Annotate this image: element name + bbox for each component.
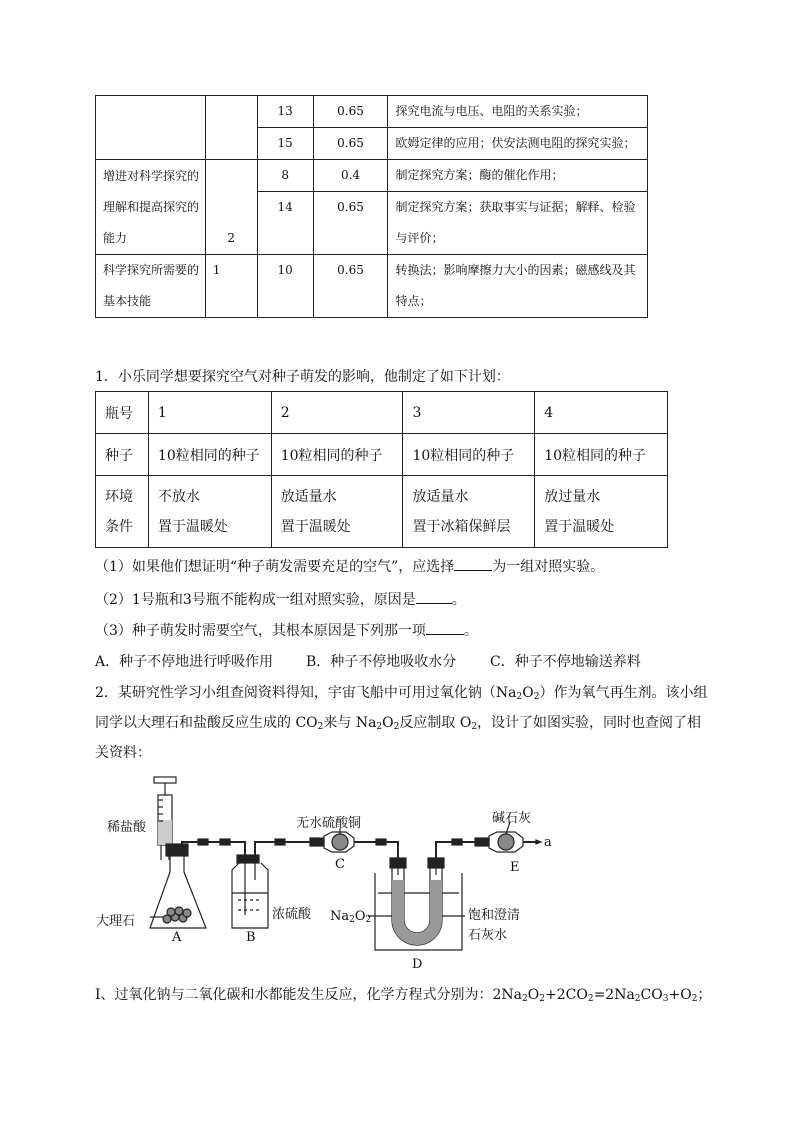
q1-part3-text: （3）种子萌发时需要空气，其根本原因是下列那一项 xyxy=(95,623,426,639)
limewater-line: 饱和澄清 xyxy=(468,908,521,923)
subscript: 2 xyxy=(349,915,355,925)
group-line: 增进对科学探究的 xyxy=(103,168,200,183)
cell-num: 10 xyxy=(257,255,313,318)
cell-content: 探究电流与电压、电阻的关系实验； xyxy=(388,96,648,128)
subscript: 2 xyxy=(317,722,324,732)
env-water: 放适量水 xyxy=(280,488,337,505)
q2-fact1 xyxy=(95,984,711,1004)
fact-text: Ⅰ、过氧化钠与二氧化碳和水都能发生反应，化学方程式分别为：2Na xyxy=(95,987,523,1003)
env-place: 置于冰箱保鲜层 xyxy=(412,518,511,535)
cell-seed: 10粒相同的种子 xyxy=(271,434,403,476)
cell-bottle: 4 xyxy=(535,392,668,434)
fact-text: CO xyxy=(640,987,663,1003)
q1-part3-end: 。 xyxy=(463,623,478,639)
subscript: 2 xyxy=(365,915,372,925)
cell-weight: 0.65 xyxy=(313,192,388,255)
cell-seed: 10粒相同的种子 xyxy=(403,434,535,476)
q2-line3: 关资料： xyxy=(95,745,151,761)
env-place: 置于温暖处 xyxy=(157,518,228,535)
cell-count: 1 xyxy=(205,255,257,318)
label-dilute-hcl: 稀盐酸 xyxy=(107,820,147,835)
subscript: 2 xyxy=(539,994,545,1004)
subscript: 2 xyxy=(376,722,383,732)
cell-count: 2 xyxy=(205,160,257,255)
env-water: 放过量水 xyxy=(544,488,601,505)
subscript: 2 xyxy=(533,692,540,702)
q1-part1-text: （1）如果他们想证明“种子萌发需要充足的空气”，应选择 xyxy=(95,559,455,575)
subscript: 2 xyxy=(471,722,478,732)
label-a: A xyxy=(172,930,182,945)
o-text: O xyxy=(354,909,366,924)
subscript: 2 xyxy=(522,994,528,1004)
header-line: 条件 xyxy=(105,518,133,535)
fact-text: ； xyxy=(697,987,712,1003)
label-b: B xyxy=(246,930,256,945)
cell-weight: 0.65 xyxy=(313,255,388,318)
cell-weight: 0.4 xyxy=(313,160,388,192)
env-water: 放适量水 xyxy=(412,488,469,505)
q2-text: 2．某研究性学习小组查阅资料得知，宇宙飞船中可用过氧化钠（Na xyxy=(95,685,517,701)
cell-num: 8 xyxy=(257,160,313,192)
fact-text: +2CO xyxy=(545,987,588,1003)
content-line: 特点； xyxy=(395,294,432,308)
q2-text: 来与 Na xyxy=(323,715,377,731)
label-cuso4: 无水硫酸铜 xyxy=(296,816,362,831)
label-outlet-a: a xyxy=(544,835,552,850)
conical-flask-icon xyxy=(150,844,206,928)
u-tube-beaker-icon xyxy=(375,858,462,950)
env-place: 置于温暖处 xyxy=(544,518,615,535)
content-line: 与评价； xyxy=(395,231,444,245)
fact-text: =2Na xyxy=(593,987,635,1003)
cell-num: 13 xyxy=(257,96,313,128)
label-c: C xyxy=(335,857,345,872)
label-e: E xyxy=(510,860,520,875)
subscript: 2 xyxy=(516,692,523,702)
q1-part1-text-end: 为一组对照实验。 xyxy=(492,559,605,575)
subscript: 2 xyxy=(587,994,594,1004)
subscript: 2 xyxy=(634,994,641,1004)
cell-bottle: 3 xyxy=(403,392,535,434)
env-water: 不放水 xyxy=(157,488,200,505)
limewater-line: 石灰水 xyxy=(468,928,508,943)
option-b: B．种子不停地吸收水分 xyxy=(306,654,457,670)
subscript: 2 xyxy=(393,722,400,732)
cell-header: 瓶号 xyxy=(96,392,149,434)
cell-bottle: 2 xyxy=(271,392,403,434)
label-limewater xyxy=(468,906,520,946)
header-line: 环境 xyxy=(105,488,133,505)
q2-text: ，设计了如图实验，同时也查阅了相 xyxy=(477,715,702,731)
q2-text: O xyxy=(522,685,534,701)
q1-intro: 1．小乐同学想要探究空气对种子萌发的影响，他制定了如下计划： xyxy=(95,369,510,385)
label-d: D xyxy=(412,957,423,972)
q1-part2-text: （2）1号瓶和3号瓶不能构成一组对照实验，原因是 xyxy=(95,592,416,608)
cell-content: 制定探究方案；酶的催化作用； xyxy=(388,160,648,192)
env-place: 置于温暖处 xyxy=(280,518,351,535)
subscript: 3 xyxy=(662,994,669,1004)
group-line: 能力 xyxy=(103,230,128,245)
q2-text: O xyxy=(382,715,394,731)
option-a: A．种子不停地进行呼吸作用 xyxy=(95,654,274,670)
cell-seed: 10粒相同的种子 xyxy=(535,434,668,476)
group-line: 理解和提高探究的 xyxy=(103,199,200,214)
soda-lime-tube-icon xyxy=(475,832,541,852)
q2-text: 同学以大理石和盐酸反应生成的 CO xyxy=(95,715,318,731)
content-line: 制定探究方案；获取事实与证据；解释、检验 xyxy=(395,200,636,214)
group-line: 基本技能 xyxy=(103,294,152,308)
fact-text: +O xyxy=(668,987,692,1003)
cell-num: 14 xyxy=(257,192,313,255)
fact-text: O xyxy=(527,987,540,1003)
cell-seed: 10粒相同的种子 xyxy=(148,434,271,476)
cell-bottle: 1 xyxy=(148,392,271,434)
cell-weight: 0.65 xyxy=(313,96,388,128)
q2-text: 反应制取 O xyxy=(399,715,472,731)
wash-bottle-icon xyxy=(232,855,268,928)
drying-tube-icon xyxy=(310,832,370,852)
cell-weight: 0.65 xyxy=(313,128,388,160)
label-na2o2 xyxy=(330,909,371,924)
label-conc-h2so4: 浓硫酸 xyxy=(272,907,312,922)
cell-content: 欧姆定律的应用；伏安法测电阻的探究实验； xyxy=(388,128,648,160)
label-marble: 大理石 xyxy=(96,914,136,929)
na-text: Na xyxy=(330,909,350,924)
cell-num: 15 xyxy=(257,128,313,160)
label-soda-lime: 碱石灰 xyxy=(492,811,532,826)
cell-header: 种子 xyxy=(96,434,149,476)
group-line: 科学探究所需要的 xyxy=(103,263,200,277)
q1-part2-end: 。 xyxy=(451,592,466,608)
option-c: C．种子不停地输送养料 xyxy=(490,654,641,670)
content-line: 转换法；影响摩擦力大小的因素；磁感线及其 xyxy=(395,263,636,277)
subscript: 2 xyxy=(691,994,698,1004)
q2-text: ）作为氧气再生剂。该小组 xyxy=(539,685,708,701)
